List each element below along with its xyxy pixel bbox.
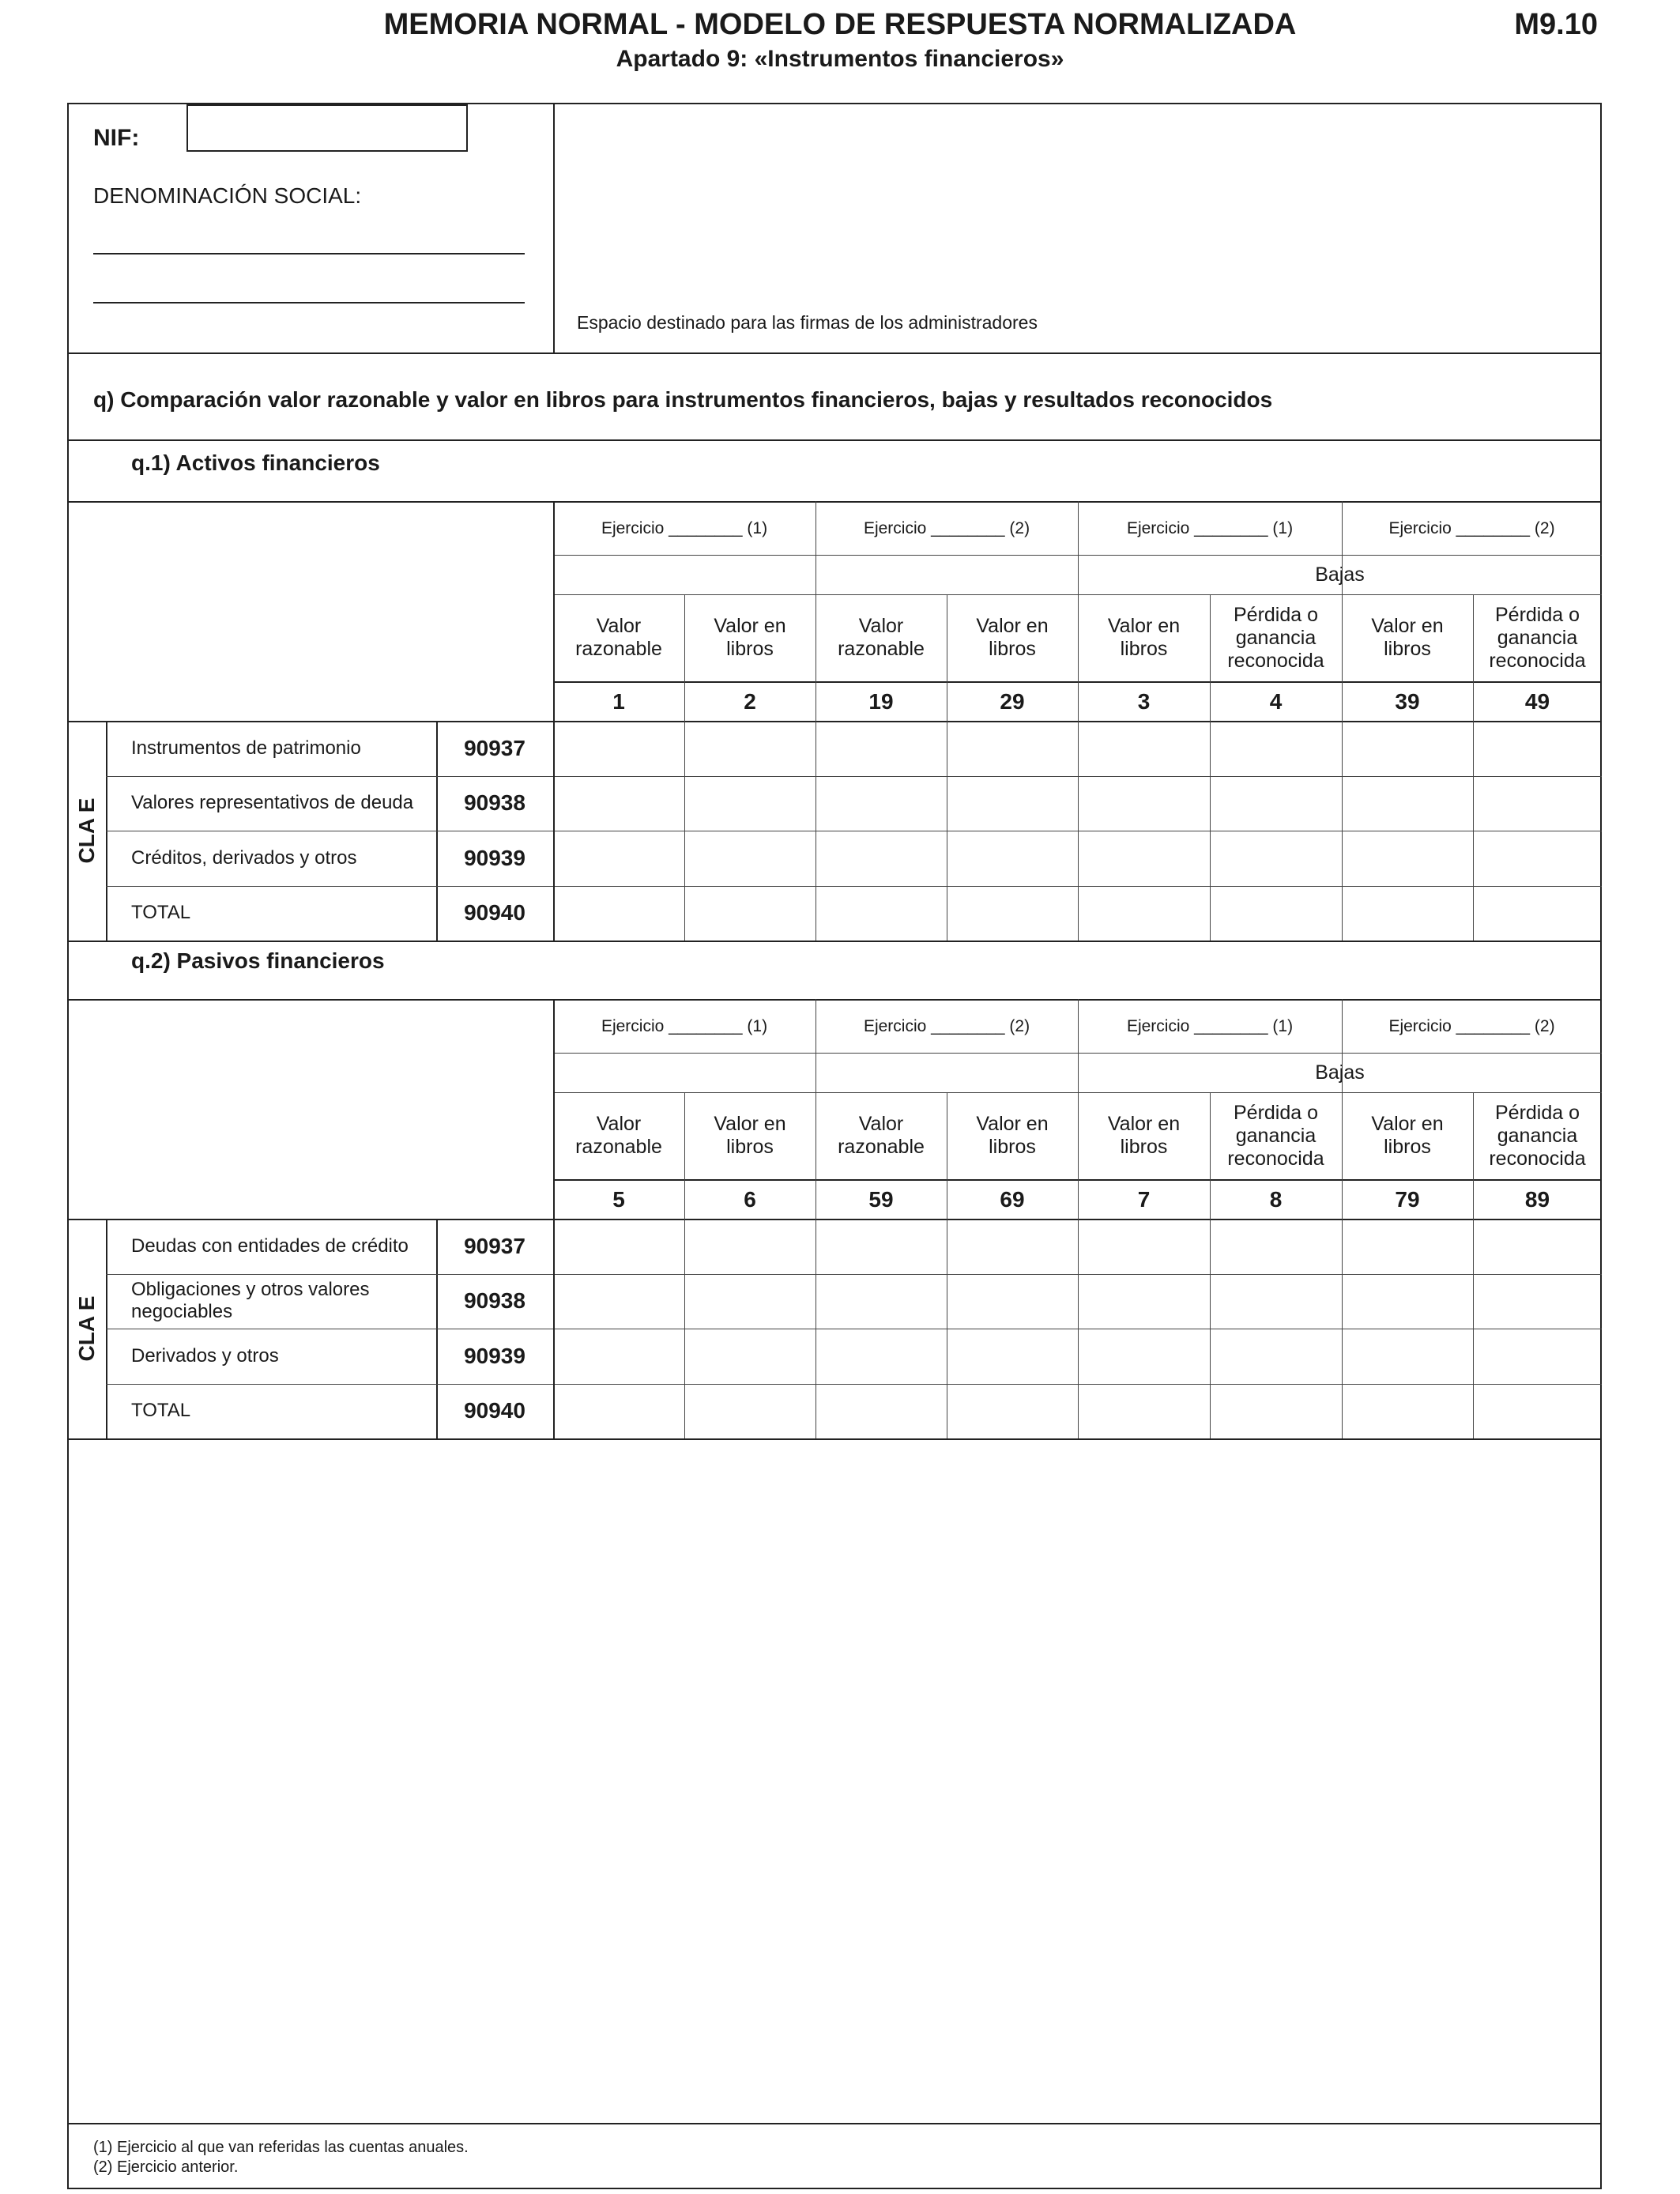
input-cell[interactable] <box>684 1219 816 1274</box>
grid-line <box>684 594 685 721</box>
ejercicio-header: Ejercicio ________ (1) <box>601 518 768 537</box>
input-cell[interactable] <box>816 776 947 831</box>
row-label: TOTAL <box>131 902 191 924</box>
input-cell[interactable] <box>1210 1329 1342 1384</box>
grid-line <box>1210 1219 1211 1438</box>
row-code: 90937 <box>464 1233 525 1258</box>
input-cell[interactable] <box>947 1329 1078 1384</box>
input-cell[interactable] <box>947 1384 1078 1439</box>
column-label: Valor razonable <box>575 1113 662 1158</box>
ejercicio-header: Ejercicio ________ (2) <box>863 518 1030 537</box>
signature-note: Espacio destinado para las firmas de los administradores <box>577 312 1038 333</box>
input-cell[interactable] <box>1473 776 1602 831</box>
input-cell[interactable] <box>1078 776 1210 831</box>
side-label: CLA E <box>74 797 99 864</box>
input-cell[interactable] <box>684 776 816 831</box>
input-cell[interactable] <box>553 776 684 831</box>
column-number: 69 <box>1000 1186 1025 1212</box>
column-number: 5 <box>612 1186 625 1212</box>
row-code: 90940 <box>464 1398 525 1423</box>
footnote-2: (2) Ejercicio anterior. <box>93 2158 239 2176</box>
column-label: Valor razonable <box>575 615 662 660</box>
column-label: Valor razonable <box>838 615 925 660</box>
input-cell[interactable] <box>816 831 947 886</box>
input-cell[interactable] <box>1078 1274 1210 1329</box>
column-label: Valor en libros <box>976 1113 1049 1158</box>
input-cell[interactable] <box>1342 1274 1473 1329</box>
input-cell[interactable] <box>947 776 1078 831</box>
grid-line <box>1078 501 1079 721</box>
column-label: Valor en libros <box>1107 1113 1181 1158</box>
ejercicio-header: Ejercicio ________ (2) <box>1388 1016 1555 1035</box>
input-cell[interactable] <box>1078 1329 1210 1384</box>
input-cell[interactable] <box>947 1274 1078 1329</box>
grid-line <box>67 1438 1602 1440</box>
bajas-header: Bajas <box>1315 563 1365 586</box>
input-cell[interactable] <box>1342 776 1473 831</box>
column-number: 2 <box>744 688 756 714</box>
input-cell[interactable] <box>1473 721 1602 776</box>
row-label: Deudas con entidades de crédito <box>131 1235 409 1257</box>
input-cell[interactable] <box>1210 886 1342 941</box>
column-label: Valor en libros <box>714 615 786 660</box>
input-cell[interactable] <box>1342 721 1473 776</box>
column-number: 59 <box>868 1186 894 1212</box>
grid-line <box>684 1092 685 1219</box>
column-number: 3 <box>1137 688 1151 714</box>
input-cell[interactable] <box>1078 721 1210 776</box>
denominacion-label: DENOMINACIÓN SOCIAL: <box>93 183 362 208</box>
page-subtitle: Apartado 9: «Instrumentos financieros» <box>616 46 1064 72</box>
ejercicio-header: Ejercicio ________ (1) <box>1126 518 1294 537</box>
input-cell[interactable] <box>1342 886 1473 941</box>
row-label: Instrumentos de patrimonio <box>131 737 361 759</box>
footnote-1: (1) Ejercicio al que van referidas las cuentas anuales. <box>93 2139 469 2156</box>
column-number: 29 <box>1000 688 1025 714</box>
denominacion-line-2[interactable] <box>93 302 525 303</box>
input-cell[interactable] <box>684 1274 816 1329</box>
input-cell[interactable] <box>1210 1384 1342 1439</box>
grid-line <box>1210 594 1211 721</box>
input-cell[interactable] <box>816 1329 947 1384</box>
input-cell[interactable] <box>684 831 816 886</box>
input-cell[interactable] <box>816 1384 947 1439</box>
bajas-header: Bajas <box>1315 1061 1365 1084</box>
input-cell[interactable] <box>1342 831 1473 886</box>
column-number: 19 <box>868 688 894 714</box>
section-title: q) Comparación valor razonable y valor en libros para instrumentos financieros, bajas y resultados reconocidos <box>93 387 1273 412</box>
denominacion-line-1[interactable] <box>93 253 525 254</box>
divider <box>67 439 1602 441</box>
grid-line <box>1078 999 1079 1219</box>
input-cell[interactable] <box>1078 1219 1210 1274</box>
input-cell[interactable] <box>947 1219 1078 1274</box>
side-label: CLA E <box>74 1295 99 1362</box>
row-code: 90939 <box>464 1343 525 1368</box>
input-cell[interactable] <box>553 1274 684 1329</box>
row-label: Valores representativos de deuda <box>131 792 414 814</box>
input-cell[interactable] <box>816 721 947 776</box>
input-cell[interactable] <box>947 831 1078 886</box>
grid-line <box>1473 1219 1474 1438</box>
input-cell[interactable] <box>1473 1219 1602 1274</box>
input-cell[interactable] <box>1342 1329 1473 1384</box>
grid-line <box>1210 1092 1211 1219</box>
grid-line <box>1473 1092 1474 1219</box>
column-label: Pérdida o ganancia reconocida <box>1227 1101 1324 1170</box>
input-cell[interactable] <box>1210 831 1342 886</box>
column-number: 79 <box>1395 1186 1420 1212</box>
ejercicio-header: Ejercicio ________ (2) <box>863 1016 1030 1035</box>
row-label: Obligaciones y otros valores negociables <box>131 1279 370 1323</box>
input-cell[interactable] <box>553 831 684 886</box>
nif-label: NIF: <box>93 125 140 151</box>
row-code: 90937 <box>464 735 525 760</box>
row-label: TOTAL <box>131 1400 191 1422</box>
input-cell[interactable] <box>684 886 816 941</box>
grid-line <box>1473 594 1474 721</box>
row-code: 90939 <box>464 845 525 870</box>
column-label: Valor en libros <box>976 615 1049 660</box>
column-label: Pérdida o ganancia reconocida <box>1489 603 1586 672</box>
column-label: Valor en libros <box>1371 615 1444 660</box>
input-cell[interactable] <box>553 886 684 941</box>
column-label: Pérdida o ganancia reconocida <box>1227 603 1324 672</box>
input-cell[interactable] <box>1210 721 1342 776</box>
input-cell[interactable] <box>816 1274 947 1329</box>
column-label: Valor en libros <box>1107 615 1181 660</box>
row-label: Créditos, derivados y otros <box>131 846 357 869</box>
grid-line <box>67 941 1602 942</box>
input-cell[interactable] <box>1473 886 1602 941</box>
input-cell[interactable] <box>1473 831 1602 886</box>
subsection-title: q.1) Activos financieros <box>131 450 380 475</box>
input-cell[interactable] <box>816 1219 947 1274</box>
form-code: M9.10 <box>1514 8 1598 41</box>
grid-line <box>684 721 685 941</box>
input-cell[interactable] <box>684 1329 816 1384</box>
input-cell[interactable] <box>553 1384 684 1439</box>
input-cell[interactable] <box>684 1384 816 1439</box>
row-code: 90938 <box>464 790 525 816</box>
column-label: Valor razonable <box>838 1113 925 1158</box>
nif-field[interactable] <box>186 104 468 152</box>
input-cell[interactable] <box>1210 776 1342 831</box>
ejercicio-header: Ejercicio ________ (1) <box>1126 1016 1294 1035</box>
column-number: 8 <box>1269 1186 1283 1212</box>
input-cell[interactable] <box>1078 886 1210 941</box>
input-cell[interactable] <box>1342 1219 1473 1274</box>
input-cell[interactable] <box>553 721 684 776</box>
column-label: Valor en libros <box>1371 1113 1444 1158</box>
input-cell[interactable] <box>1078 1384 1210 1439</box>
input-cell[interactable] <box>553 1219 684 1274</box>
input-cell[interactable] <box>1473 1329 1602 1384</box>
input-cell[interactable] <box>684 721 816 776</box>
column-number: 49 <box>1524 688 1550 714</box>
subsection-title: q.2) Pasivos financieros <box>131 948 385 973</box>
input-cell[interactable] <box>1210 1274 1342 1329</box>
footnote-divider <box>67 2123 1602 2124</box>
column-number: 4 <box>1269 688 1283 714</box>
column-number: 89 <box>1524 1186 1550 1212</box>
input-cell[interactable] <box>553 1329 684 1384</box>
input-cell[interactable] <box>1473 1274 1602 1329</box>
grid-line <box>1342 501 1343 721</box>
column-label: Pérdida o ganancia reconocida <box>1489 1101 1586 1170</box>
column-number: 7 <box>1137 1186 1151 1212</box>
grid-line <box>1078 721 1079 941</box>
id-divider <box>553 103 555 354</box>
input-cell[interactable] <box>1078 831 1210 886</box>
column-number: 1 <box>612 688 625 714</box>
grid-line <box>1210 721 1211 941</box>
input-cell[interactable] <box>1342 1384 1473 1439</box>
input-cell[interactable] <box>816 886 947 941</box>
input-cell[interactable] <box>947 886 1078 941</box>
column-number: 6 <box>744 1186 756 1212</box>
column-label: Valor en libros <box>714 1113 786 1158</box>
grid-line <box>1342 721 1343 941</box>
grid-line <box>1342 1219 1343 1438</box>
grid-line <box>1473 721 1474 941</box>
grid-line <box>553 721 555 941</box>
row-code: 90938 <box>464 1288 525 1314</box>
grid-line <box>1078 1219 1079 1438</box>
page-title: MEMORIA NORMAL - MODELO DE RESPUESTA NORMALIZADA <box>383 8 1297 41</box>
ejercicio-header: Ejercicio ________ (2) <box>1388 518 1555 537</box>
input-cell[interactable] <box>1210 1219 1342 1274</box>
column-number: 39 <box>1395 688 1420 714</box>
grid-line <box>553 501 555 721</box>
input-cell[interactable] <box>947 721 1078 776</box>
row-code: 90940 <box>464 900 525 925</box>
input-cell[interactable] <box>1473 1384 1602 1439</box>
grid-line <box>553 1219 555 1438</box>
ejercicio-header: Ejercicio ________ (1) <box>601 1016 768 1035</box>
grid-line <box>684 1219 685 1438</box>
row-label: Derivados y otros <box>131 1344 279 1367</box>
divider <box>67 352 1602 354</box>
grid-line <box>1342 999 1343 1219</box>
grid-line <box>553 999 555 1219</box>
